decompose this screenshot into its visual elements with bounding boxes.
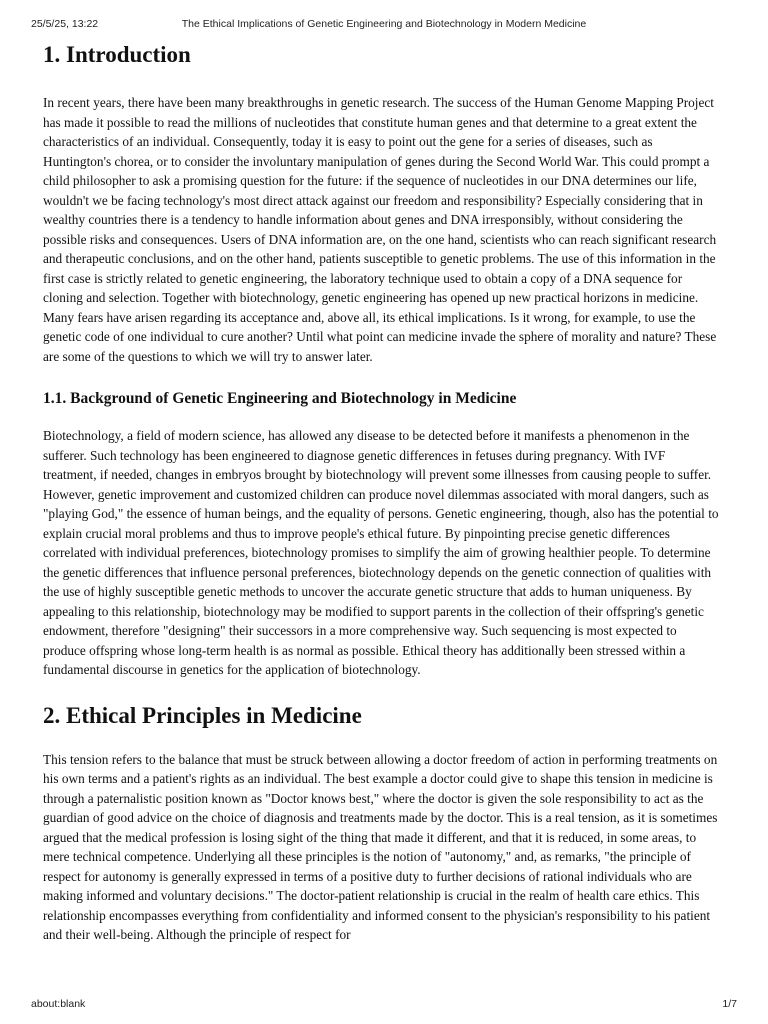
print-document-title: The Ethical Implications of Genetic Engineering and Biotechnology in Modern Medicine	[181, 18, 587, 30]
section-heading-introduction: 1. Introduction	[43, 42, 191, 67]
paragraph-ethical-principles: This tension refers to the balance that must be struck between allowing a doctor freedom of action in performing treatments on his own terms and a patient's rights as an individual. The best example a doctor could give to shape this tension in medicine is through a paternalistic position known as "Doctor knows best," where the doctor is given the sole responsibility to act as the guardian of good advice on the choice of diagnosis and treatments made by the doctor. This is a real tension, as it is sometimes argued that the medical profession is losing sight of the thing that made it different, and that it is reduced, in some areas, to mere technical competence. Underlying all these principles is the notion of "autonomy," and, as remarks, "the principle of respect for autonomy is generally expressed in terms of a positive duty to further decisions of rational individuals who are making informed and voluntary decisions." The doctor-patient relationship is crucial in the realm of health care ethics. This relationship encompasses everything from confidentiality and informed consent to the physician's responsibility to his patient and their well-being. Although the principle of respect for	[43, 751, 718, 942]
page-number: 1/7	[722, 998, 737, 1010]
subsection-background	[43, 389, 719, 680]
print-date: 25/5/25, 13:22	[31, 18, 99, 30]
document-content	[43, 38, 719, 945]
print-header	[31, 18, 737, 32]
paragraph-introduction: In recent years, there have been many breakthroughs in genetic research. The success of the Human Genome Mapping Project has made it possible to read the millions of nucleotides that constitute human genes and that determine to a great extent the characteristics of an individual. Consequently, today it is easy to point out the gene for a series of diseases, such as Huntington's chorea, or to consider the involuntary manipulation of genes during the Second World War. This could prompt a child philosopher to ask a promising question for the future: if the sequence of nucleotides in our DNA determines our life, wouldn't we be facing technology's most direct attack against our freedom and responsibility? Especially considering that in wealthy countries there is a tendency to handle information about genes and DNA irresponsibly, without considering the possible risks and consequences. Users of DNA information are, on the one hand, scientists who can reach significant research and therapeutic conclusions, and on the other hand, patients susceptible to genetic problems. The use of this information in the first case is strictly related to genetic engineering, the laboratory technique used to obtain a copy of a DNA sequence for cloning and selection. Together with biotechnology, genetic engineering has opened up new practical horizons in medicine. Many fears have arisen regarding its acceptance and, above all, its ethical implications. Is it wrong, for example, to use the genetic code of one individual to cure another? Until what point can medicine invade the sphere of morality and nature? These are some of the questions to which we will try to answer later.	[43, 95, 717, 364]
subsection-heading-background: 1.1. Background of Genetic Engineering and Biotechnology in Medicine	[43, 390, 517, 407]
print-url: about:blank	[31, 998, 86, 1010]
section-heading-ethical-principles: 2. Ethical Principles in Medicine	[43, 702, 362, 728]
section-introduction	[43, 40, 719, 680]
paragraph-background: Biotechnology, a field of modern science, has allowed any disease to be detected before it manifests a phenomenon in the sufferer. Such technology has been engineered to diagnose genetic differences in fetuses during pregnancy. With IVF treatment, if needed, changes in embryos brought by biotechnology will prevent some illnesses from causing people to suffer. However, genetic improvement and customized children can produce novel dilemmas associated with moral dangers, such as "playing God," the essence of human beings, and the equality of persons. Genetic engineering, though, also has the potential to explain crucial moral problems and thus to improve people's ethical future. By pinpointing precise genetic differences correlated with individual preferences, biotechnology promises to simplify the aim of growing healthier people. To determine the genetic differences that influence personal preferences, biotechnology depends on the genetic connection of qualities with the use of highly susceptible genetic methods to uncover the accurate genetic structure that adds to human uniqueness. By appealing to this relationship, biotechnology may be modified to support parents in the collection of their offspring's genetic endowment, therefore "designing" their successors in a more comprehensive way. Such sequencing is most expected to produce offspring whose long-term health is as normal as possible. Ethical theory has additionally been stressed within a fundamental discourse in genetics for the application of biotechnology.	[43, 428, 719, 677]
print-footer	[31, 998, 737, 1012]
section-ethical-principles	[43, 701, 719, 945]
